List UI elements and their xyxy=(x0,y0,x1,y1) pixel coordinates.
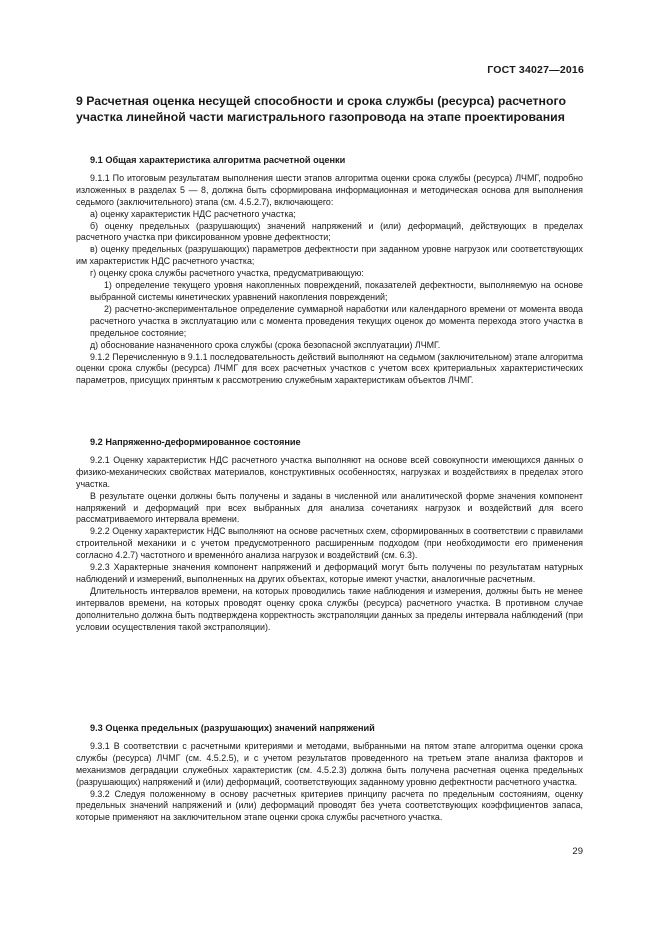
paragraph-9-2-3-cont: Длительность интервалов времени, на которых проводились такие наблюдения и измерения, должны быть не менее интервалов времени, на которых проводят оценку срока службы (ресурса) расчетного участка. В противном случае дополнительно должна быть подтверждена корректность экстраполяции данных за пределы интервала наблюдений (при условии осуществления такой экстраполяции). xyxy=(76,585,583,632)
section-9-3 xyxy=(76,723,583,824)
paragraph-9-3-2: 9.3.2 Следуя положенному в основу расчетных критериев принципу расчета по предельным состояниям, оценку предельных значений напряжений и (или) деформаций проводят без учета соответствующих коэффициентов запаса, которые применяют на заключительном этапе оценки срока службы расчетного участка. xyxy=(76,788,583,823)
list-item-a: а) оценку характеристик НДС расчетного участка; xyxy=(90,208,296,219)
standard-designation: ГОСТ 34027—2016 xyxy=(487,64,584,76)
subsection-title-9-1: 9.1 Общая характеристика алгоритма расчетной оценки xyxy=(90,155,346,165)
paragraph-9-2-2: 9.2.2 Оценку характеристик НДС выполняют на основе расчетных схем, сформированных в соответствии с правилами строительной механики и с учетом предусмотренного расширенным подходом (при необходимости его применения согласно 4.2.7) частотного и временно́го анализа нагрузок и воздействий (см. 6.3). xyxy=(76,526,583,561)
list-item-v: в) оценку предельных (разрушающих) параметров дефектности при заданном уровне нагрузок или соответствующих им характеристик НДС расчетного участка; xyxy=(76,244,583,267)
paragraph-9-2-1-cont: В результате оценки должны быть получены и заданы в численной или аналитической форме значения компонент напряжений и деформаций при всех выбранных для анализа сочетаниях нагрузок и воздействий для всего рассматриваемого интервала времени. xyxy=(76,490,583,525)
paragraph-9-2-3: 9.2.3 Характерные значения компонент напряжений и деформаций могут быть получены по результатам натурных наблюдений и измерений, выполненных на других объектах, которые имеют участки, аналогичные расчетным. xyxy=(76,562,583,584)
section-9-1 xyxy=(76,155,583,387)
section-9-2 xyxy=(76,437,583,634)
paragraph-9-1-1: 9.1.1 По итоговым результатам выполнения шести этапов алгоритма оценки срока службы (ресурса) ЛЧМГ, подробно изложенных в разделах 5 — 8, должна быть сформирована информационная и методическая основа для выполнения седьмого (заключительного) этапа (см. 4.5.2.7), включающего: xyxy=(76,172,583,207)
subsection-title-9-3: 9.3 Оценка предельных (разрушающих) значений напряжений xyxy=(90,723,375,733)
paragraph-9-2-1: 9.2.1 Оценку характеристик НДС расчетного участка выполняют на основе всей совокупности имеющихся данных о физико-механических свойствах материалов, конструктивных особенностях, нагрузках и воздействиях в пределах этого участка. xyxy=(76,454,583,489)
list-item-g: г) оценку срока службы расчетного участка, предусматривающую: xyxy=(90,268,364,279)
list-item-g-2: 2) расчетно-экспериментальное определение суммарной наработки или календарного времени от момента ввода расчетного участка в эксплуатацию или с момента проведения текущих оценок до момента перехода этого участка в предельное состояние; xyxy=(90,303,583,338)
list-item-b: б) оценку предельных (разрушающих) значений напряжений и (или) деформаций, действующих в пределах расчетного участка при фиксированном уровне дефектности; xyxy=(76,220,583,243)
list-item-g-1: 1) определение текущего уровня накопленных повреждений, показателей дефектности, выполняемую на основе выбранной системы кинетических уравнений накопления повреждений; xyxy=(90,280,583,302)
page-number: 29 xyxy=(572,846,583,857)
section-title: 9 Расчетная оценка несущей способности и срока службы (ресурса) расчетного участка линейной части магистрального газопровода на этапе проектирования xyxy=(76,94,566,124)
list-item-d: д) обоснование назначенного срока службы (срока безопасной эксплуатации) ЛЧМГ. xyxy=(90,339,441,350)
subsection-title-9-2: 9.2 Напряженно-деформированное состояние xyxy=(90,437,301,447)
paragraph-9-3-1: 9.3.1 В соответствии с расчетными критериями и методами, выбранными на пятом этапе алгоритма оценки срока службы (ресурса) ЛЧМГ (см. 4.5.2.5), и с учетом результатов проведенного на третьем этапе анализа факторов и механизмов деградации служебных характеристик (см. 4.5.2.3) должна быть получена расчетная оценка предельных (разрушающих) напряжений и (или) деформаций, соответствующих заданному уровню дефектности расчетного участка. xyxy=(76,740,583,787)
paragraph-9-1-2: 9.1.2 Перечисленную в 9.1.1 последовательность действий выполняют на седьмом (заключительном) этапе алгоритма оценки срока службы (ресурса) ЛЧМГ для всех расчетных участков с учетом всех критериальных характеристических параметров, присущих принятым к рассмотрению служебным характеристикам объектов ЛЧМГ. xyxy=(76,351,583,386)
